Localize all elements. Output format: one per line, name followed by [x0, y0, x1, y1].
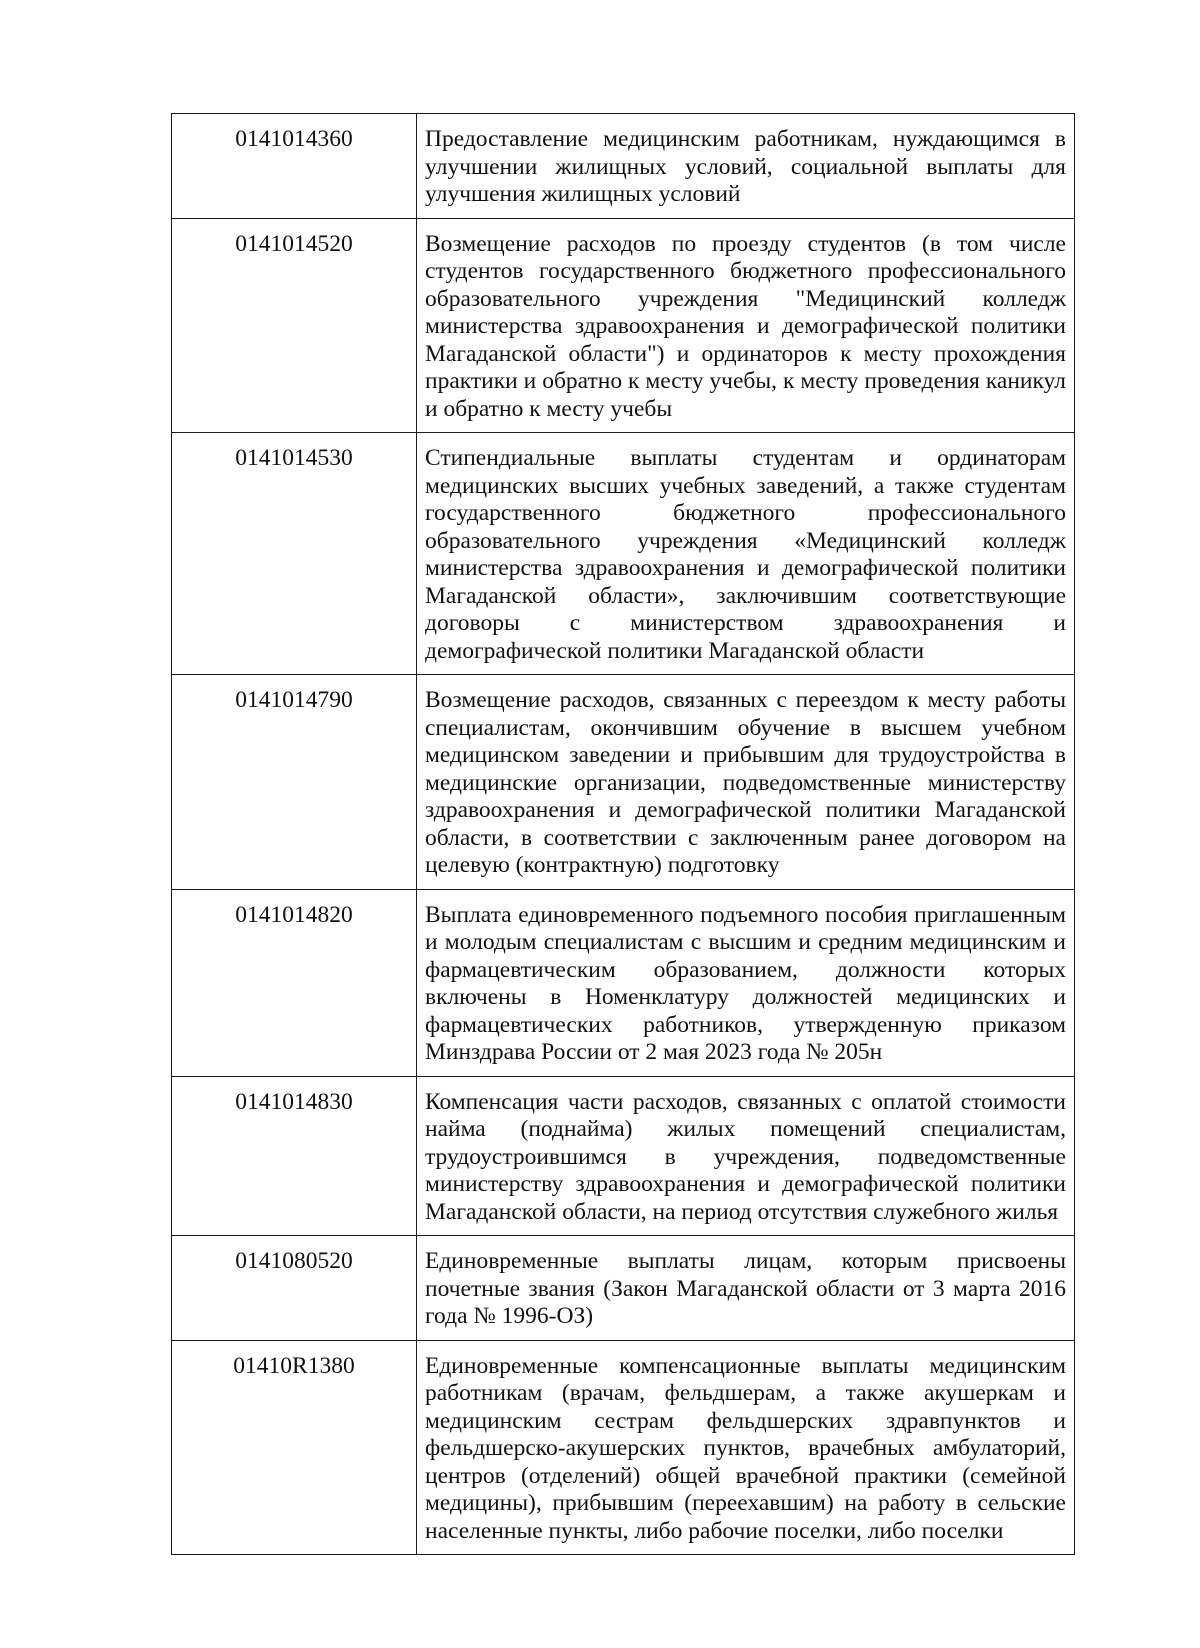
description-cell: Единовременные компенсационные выплаты медицинским работникам (врачам, фельдшерам, а также акушеркам и медицинским сестрам фельдшерских здравпунктов и фельдшерско-акушерских пунктов, врачебных амбулаторий, центров (отделений) общей врачебной практики (семейной медицины), прибывшим (переехавшим) на работу в сельские населенные пункты, либо рабочие поселки, либо поселки — [417, 1340, 1075, 1555]
table-row — [172, 433, 1075, 675]
description-cell: Возмещение расходов, связанных с переездом к месту работы специалистам, окончившим обучение в высшем учебном медицинском заведении и прибывшим для трудоустройства в медицинские организации, подведомственные министерству здравоохранения и демографической политики Магаданской области, в соответствии с заключенным ранее договором на целевую (контрактную) подготовку — [417, 675, 1075, 890]
table-row — [172, 218, 1075, 433]
table-row — [172, 889, 1075, 1076]
description-cell: Возмещение расходов по проезду студентов (в том числе студентов государственного бюджетного профессионального образовательного учреждения "Медицинский колледж министерства здравоохранения и демографической политики Магаданской области") и ординаторов к месту прохождения практики и обратно к месту учебы, к месту проведения каникул и обратно к месту учебы — [417, 218, 1075, 433]
code-cell: 0141014360 — [172, 114, 417, 219]
code-cell: 0141080520 — [172, 1236, 417, 1341]
table-row — [172, 1340, 1075, 1555]
table-row — [172, 114, 1075, 219]
code-cell: 0141014830 — [172, 1076, 417, 1236]
code-cell: 0141014520 — [172, 218, 417, 433]
table-row — [172, 1236, 1075, 1341]
code-cell: 01410R1380 — [172, 1340, 417, 1555]
budget-code-table — [171, 113, 1075, 1555]
description-cell: Компенсация части расходов, связанных с оплатой стоимости найма (поднайма) жилых помещений специалистам, трудоустроившимся в учреждения, подведомственные министерству здравоохранения и демографической политики Магаданской области, на период отсутствия служебного жилья — [417, 1076, 1075, 1236]
description-cell: Предоставление медицинским работникам, нуждающимся в улучшении жилищных условий, социальной выплаты для улучшения жилищных условий — [417, 114, 1075, 219]
code-cell: 0141014790 — [172, 675, 417, 890]
table-row — [172, 675, 1075, 890]
code-cell: 0141014530 — [172, 433, 417, 675]
description-cell: Выплата единовременного подъемного пособия приглашенным и молодым специалистам с высшим и средним медицинским и фармацевтическим образованием, должности которых включены в Номенклатуру должностей медицинских и фармацевтических работников, утвержденную приказом Минздрава России от 2 мая 2023 года № 205н — [417, 889, 1075, 1076]
description-cell: Стипендиальные выплаты студентам и ординаторам медицинских высших учебных заведений, а также студентам государственного бюджетного профессионального образовательного учреждения «Медицинский колледж министерства здравоохранения и демографической политики Магаданской области», заключившим соответствующие договоры с министерством здравоохранения и демографической политики Магаданской области — [417, 433, 1075, 675]
code-cell: 0141014820 — [172, 889, 417, 1076]
table-row — [172, 1076, 1075, 1236]
description-cell: Единовременные выплаты лицам, которым присвоены почетные звания (Закон Магаданской области от 3 марта 2016 года № 1996-ОЗ) — [417, 1236, 1075, 1341]
